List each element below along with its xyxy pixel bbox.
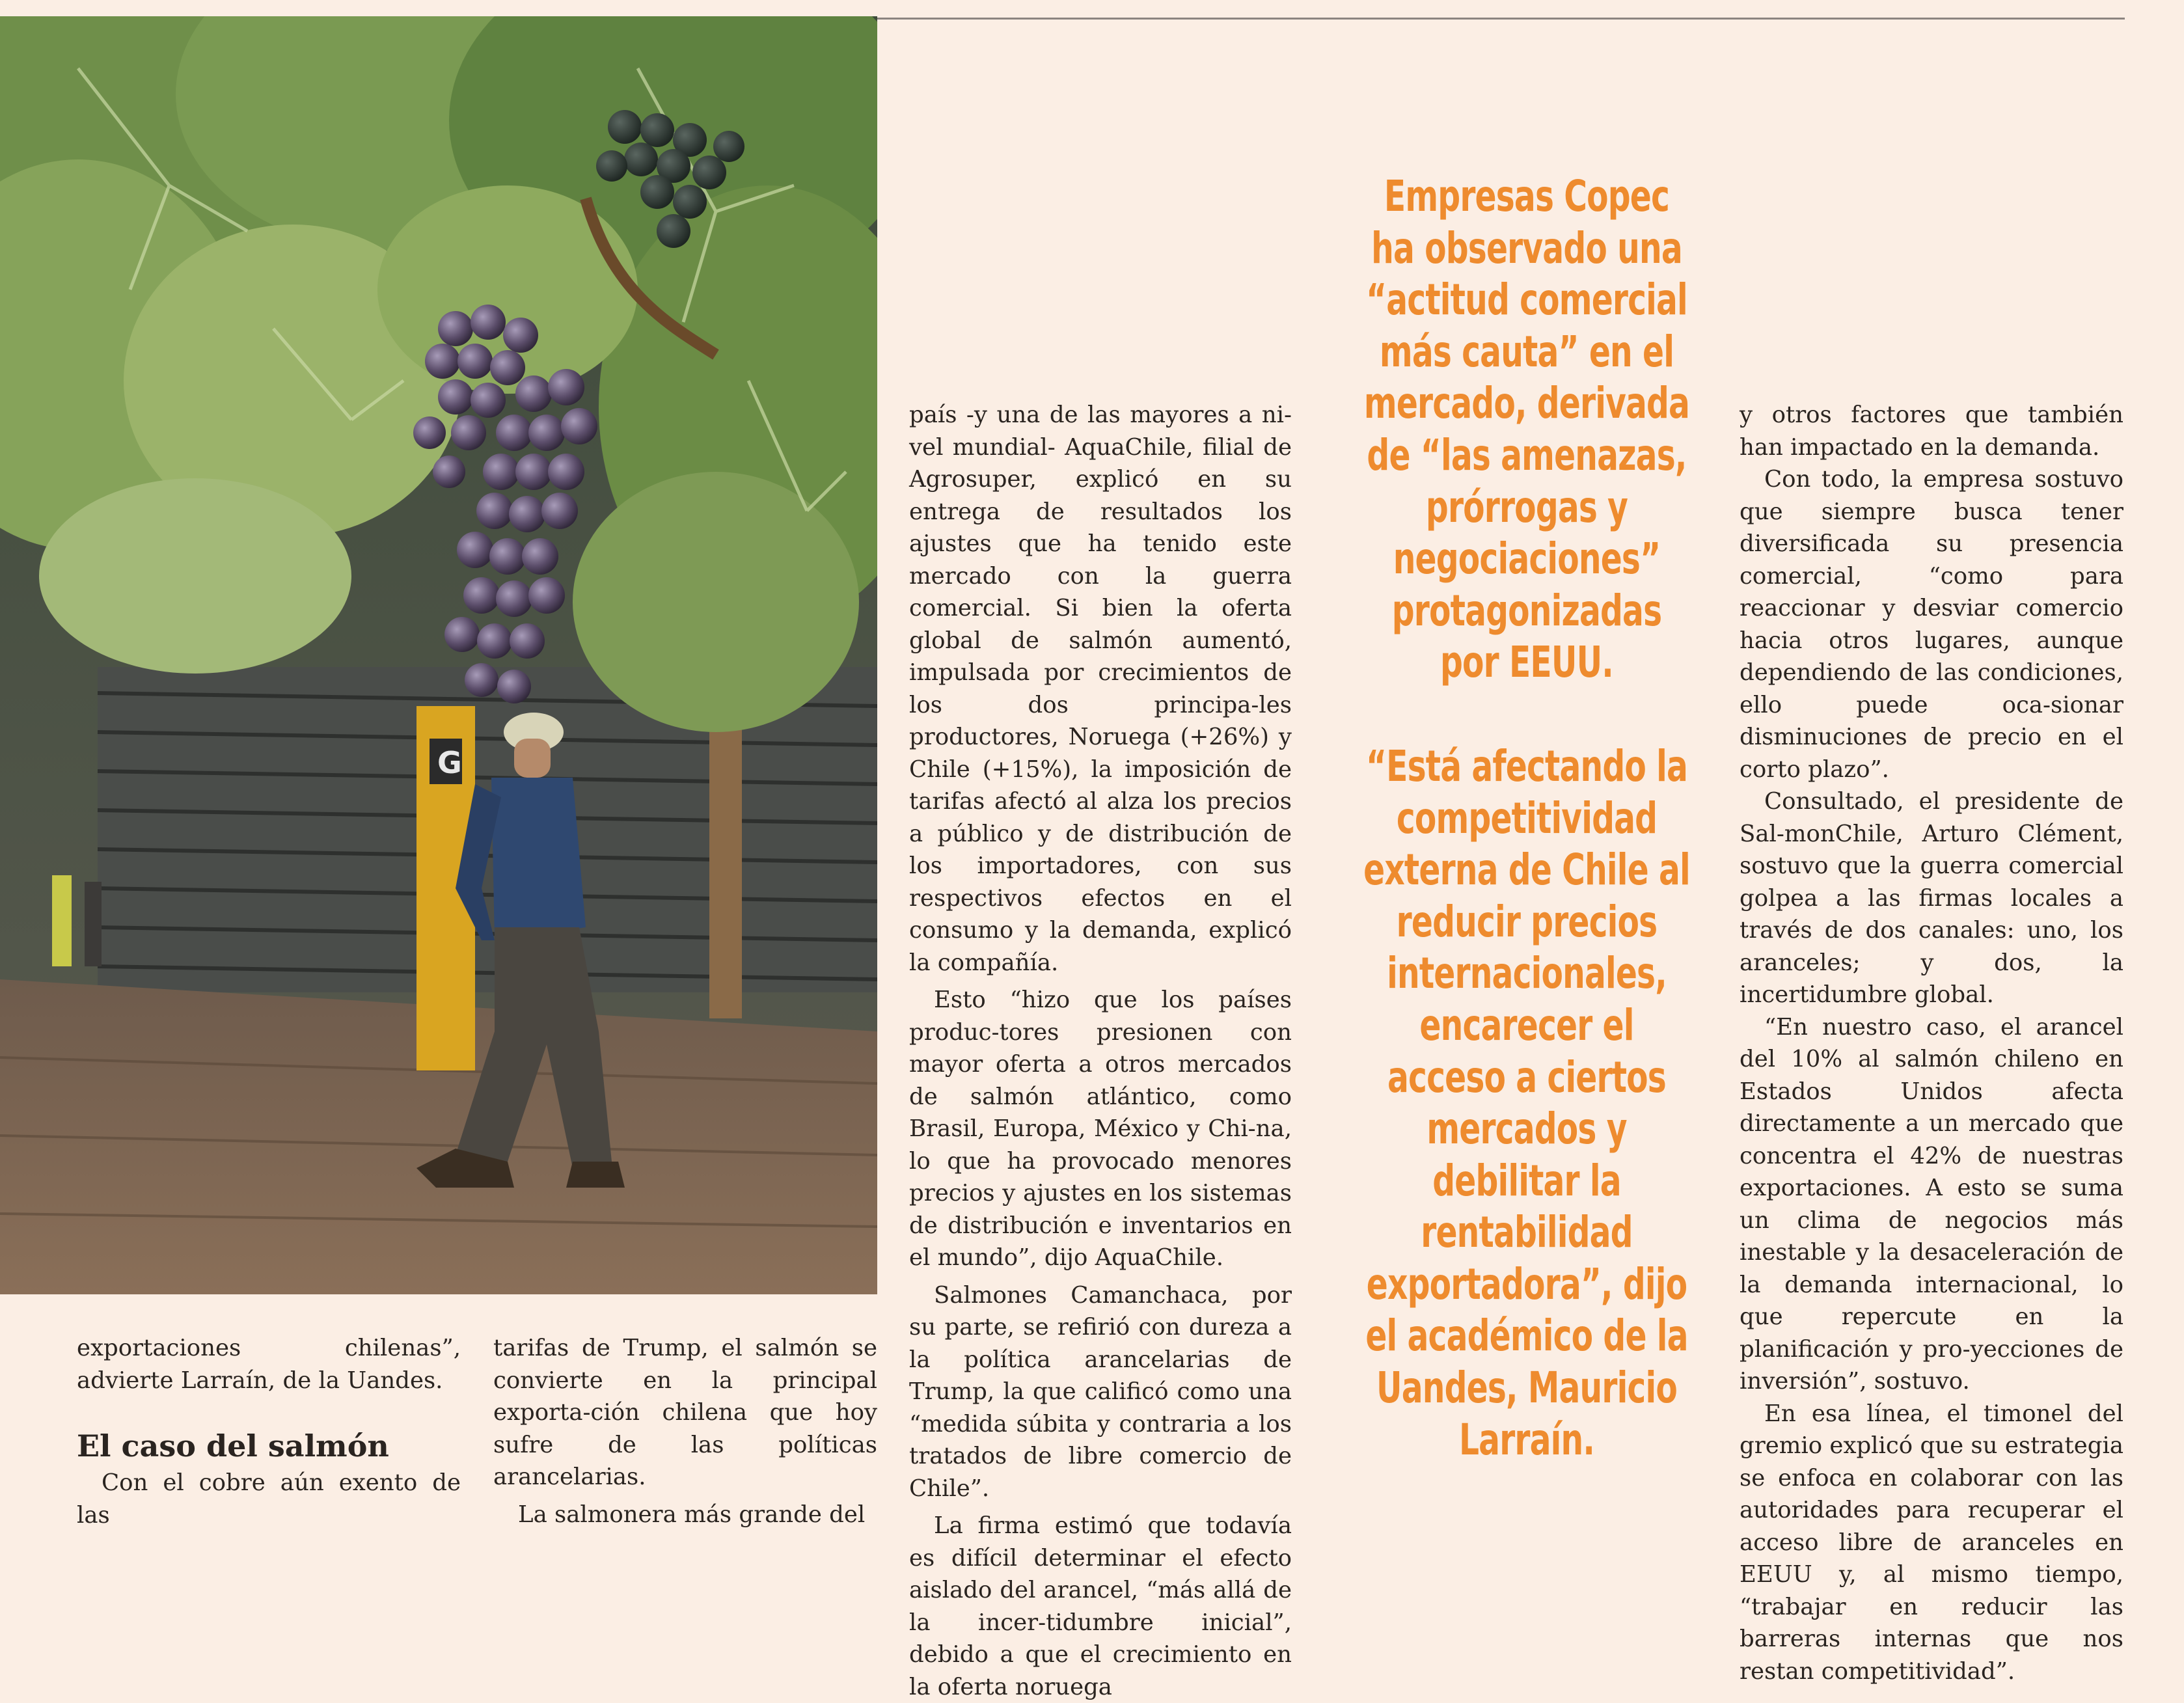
vineyard-photo [0, 16, 877, 1294]
col-c-paragraph-2: Esto “hizo que los países produc-tores presionen con mayor oferta a otros mercados de salmón atlántico, como Brasil, Europa, México y Chi-na, lo que ha provocado menores precios y ajustes en los sistemas de distribución e inventarios en el mundo”, dijo AquaChile. [909, 987, 1292, 1271]
col-b-paragraph-1: tarifas de Trump, el salmón se convierte en la principal exporta-ción chilena que hoy sufre de las políticas arancelarias. [493, 1335, 877, 1490]
col-e-paragraph-2: Con todo, la empresa sostuvo que siempre busca tener diversificada su presencia comercial, “como para reaccionar y desviar comercio hacia otros lugares, aunque dependiendo de las condiciones, ello puede oca-sionar disminuciones de precio en el corto plazo”. [1740, 466, 2123, 783]
top-rule [875, 18, 2125, 20]
col-e-paragraph-5: En esa línea, el timonel del gremio explicó que su estrategia se enfoca en colaborar con las autoridades para recuperar el acceso libre de aranceles en EEUU y, al mismo tiempo, “trabajar en reducir las barreras internas que nos restan competitividad”. [1740, 1400, 2123, 1685]
column-e [1740, 399, 2123, 1687]
col-c-paragraph-1: país -y una de las mayores a ni-vel mundial- AquaChile, filial de Agrosuper, explicó en su entrega de resultados los ajustes que ha tenido este mercado con la guerra comercial. Si bien la oferta global de salmón aumentó, impulsada por crecimientos de los dos principa-les productores, Noruega (+26%) y Chile (+15%), la imposición de tarifas afectó al alza los precios a público y de distribución de los importadores, con sus respectivos efectos en el consumo y la demanda, explicó la compañía. [909, 402, 1292, 976]
col-c-paragraph-4: La firma estimó que todavía es difícil determinar el efecto aislado del arancel, “más allá de la incer-tidumbre inicial”, debido a que el crecimiento en la oferta noruega [909, 1512, 1292, 1700]
col-e-paragraph-4: “En nuestro caso, el arancel del 10% al salmón chileno en Estados Unidos afecta directamente a un mercado que concentra el 42% de nuestras exportaciones. A esto se suma un clima de negocios más inestable y la desaceleración de la demanda internacional, lo que repercute en la planificación y pro-yecciones de inversión”, sostuvo. [1740, 1013, 2123, 1395]
pull-quote-block [1363, 170, 1690, 1465]
pull-quote-1: Empresas Copec ha observado una “actitud comercial más cauta” en el mercado, derivada de “las amenazas, prórrogas y negociaciones” protagonizadas por EEUU. [1363, 171, 1690, 688]
col-e-paragraph-3: Consultado, el presidente de Sal-monChile, Arturo Clément, sostuvo que la guerra comercial golpea a las firmas locales a través de dos canales: uno, los aranceles; y dos, la incertidumbre global. [1740, 788, 2123, 1008]
section-heading: El caso del salmón [77, 1428, 389, 1464]
col-c-paragraph-3: Salmones Camanchaca, por su parte, se refirió con dureza a la política arancelarias de Trump, la que calificó como una “medida súbita y contraria a los tratados de libre comercio de Chile”. [909, 1281, 1292, 1502]
col-e-paragraph-1: y otros factores que también han impactado en la demanda. [1740, 402, 2123, 461]
column-a [77, 1332, 461, 1531]
column-b [493, 1332, 877, 1531]
column-c [909, 399, 1292, 1703]
pull-quote-2: “Está afectando la competitividad externa de Chile al reducir precios internacionales, encarecer el acceso a ciertos mercados y debilitar la rentabilidad exportadora”, dijo el académico de la Uandes, Mauricio Larraín. [1363, 741, 1690, 1465]
svg-text:G: G [437, 745, 462, 780]
col-b-paragraph-2: La salmonera más grande del [518, 1501, 866, 1528]
col-a-paragraph-1: exportaciones chilenas”, advierte Larraín, de la Uandes. [77, 1335, 461, 1394]
col-a-paragraph-2: Con el cobre aún exento de las [77, 1469, 461, 1529]
